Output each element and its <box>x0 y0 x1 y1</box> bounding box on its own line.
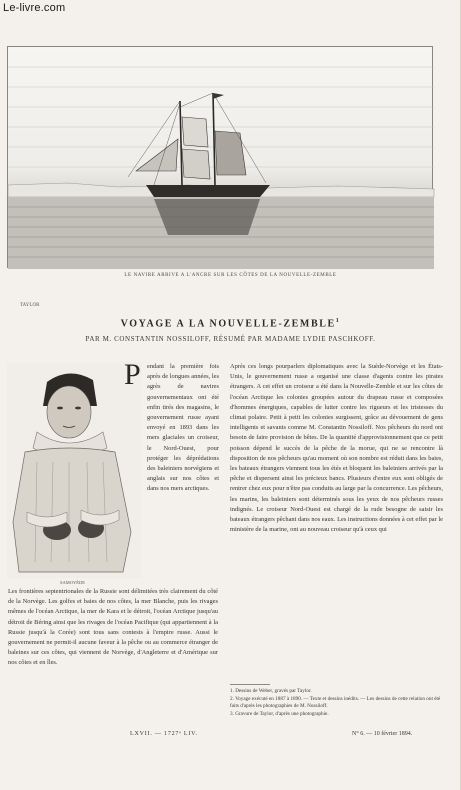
portrait-caption: SAMOYÈDE <box>60 580 86 585</box>
ship-engraving <box>8 47 434 269</box>
page-footer-issue: N° 6. — 10 février 1894. <box>352 731 413 737</box>
figure-caption: LE NAVIRE ARRIVE A L'ANCRE SUR LES CÔTES DE LA NOUVELLE-ZEMBLE <box>124 273 337 278</box>
paragraph-left-wide: Les frontières septentrionales de la Russie sont délimitées très clairement du côté de la Norvège. Les golfes et baies de nos côtes, la mer Blanche, puis les rivages mêmes de l'océan Arctique, la mer de Kara et le détroit, l'océan Arctique jusqu'au détroit de Béring ainsi que les rivages de l'océan Pacifique (qui appartiennent à la Russie jusqu'à la Corée) sont tous sans contests à l'empire russe. Aussi le gouvernement ne permit-il aucune faveur à la pêche ou au commerce étranger de baleines sur ces côtes, qui viennent de Norvège, d'Angleterre et d'Amérique sur nos côtes et en îles. <box>8 588 218 667</box>
article-title-text: VOYAGE A LA NOUVELLE-ZEMBLE <box>120 318 336 330</box>
column-left-wide <box>8 587 218 725</box>
title-footnote-mark: 1 <box>335 318 341 324</box>
page-footer-volume: LXVII. — 1727ᵉ LIV. <box>130 731 198 737</box>
footnote: 1. Dessins de Weber, gravés par Taylor. <box>230 688 312 694</box>
article-title <box>0 318 461 329</box>
footnotes <box>230 688 443 718</box>
watermark: Le-livre.com <box>3 2 66 14</box>
footnote: 3. Gravure de Taylor, d'après une photographie. <box>230 710 329 717</box>
article-byline: PAR M. CONSTANTIN NOSSILOFF, RÉSUMÉ PAR MADAME LYDIE PASCHKOFF. <box>85 335 376 343</box>
footnote: 2. Voyage exécuté en 1887 à 1890. — Texte et dessins inédits. — Les dessins de cette relation ont été faits d'après les photographies de M. Nossiloff. <box>230 695 441 710</box>
footnote-rule <box>230 684 270 685</box>
samoyed-portrait <box>7 358 142 578</box>
paragraph-left-narrow: endant la première fois après de longues années, les agrès de navires gouvernementaux ont été enfin tirés des magasins, le gouvernement russe ayant envoyé en 1893 dans les mers glaciales un croiseur, le Nord-Ouest, pour protéger les déprédations des baleiniers norvégiens et anglais sur nos côtes et dans nos mers arctiques. <box>147 363 219 493</box>
engraver-signature: TAYLOR <box>20 303 40 308</box>
portrait-illustration <box>7 358 142 578</box>
column-right <box>230 362 443 664</box>
paragraph-right: Après ces longs pourparlers diplomatiques avec la Suède-Norvège et les États-Unis, le gouvernement russe a organisé une classe d'agents contre les pirates étrangers. A cet effet un croiseur a été dans la Nouvelle-Zemble et sur les côtes de l'océan Arctique les colonies groupées autour du drapeau russe et composées d'hommes énergiques, capables de lutter contre les rigueurs et les tristesses du climat polaire. Petit à petit les colonies surgissent, grâce au dévouement de gens intelligents et savants comme M. Constantin Nossiloff. Nos pêcheurs du nord ont besoin de faire provision de bêtes. De la quantité d'approvisionnement que ce petit poisson dépend le succès de la pêche de la morue, qui ne se rencontre là disposition de nos pêcheurs qu'au moment où son nombre est réduit dans les baies, les bateaux étrangers viennent tous les étés et bloquent les baleiniers arrivés par la pêche et dispersent ainsi les précieux bancs. Plusieurs d'entre eux sont obligés de rentrer chez eux pour n'être pas conduits au large par la concurrence. Les pêcheurs, les marins, les baleiniers sont déterminés sous les yeux de nos pêcheurs russes indignés. Le croiseur Nord-Ouest est chargé de la rude besogne de saisir les bateaux étrangers pêchant dans nos eaux. Les instructions données à cet effet par le ministère de la marine, ont au nouveau croiseur qu'à ceux qui <box>230 363 443 534</box>
drop-cap: P <box>124 358 141 391</box>
column-left-narrow <box>147 362 219 582</box>
